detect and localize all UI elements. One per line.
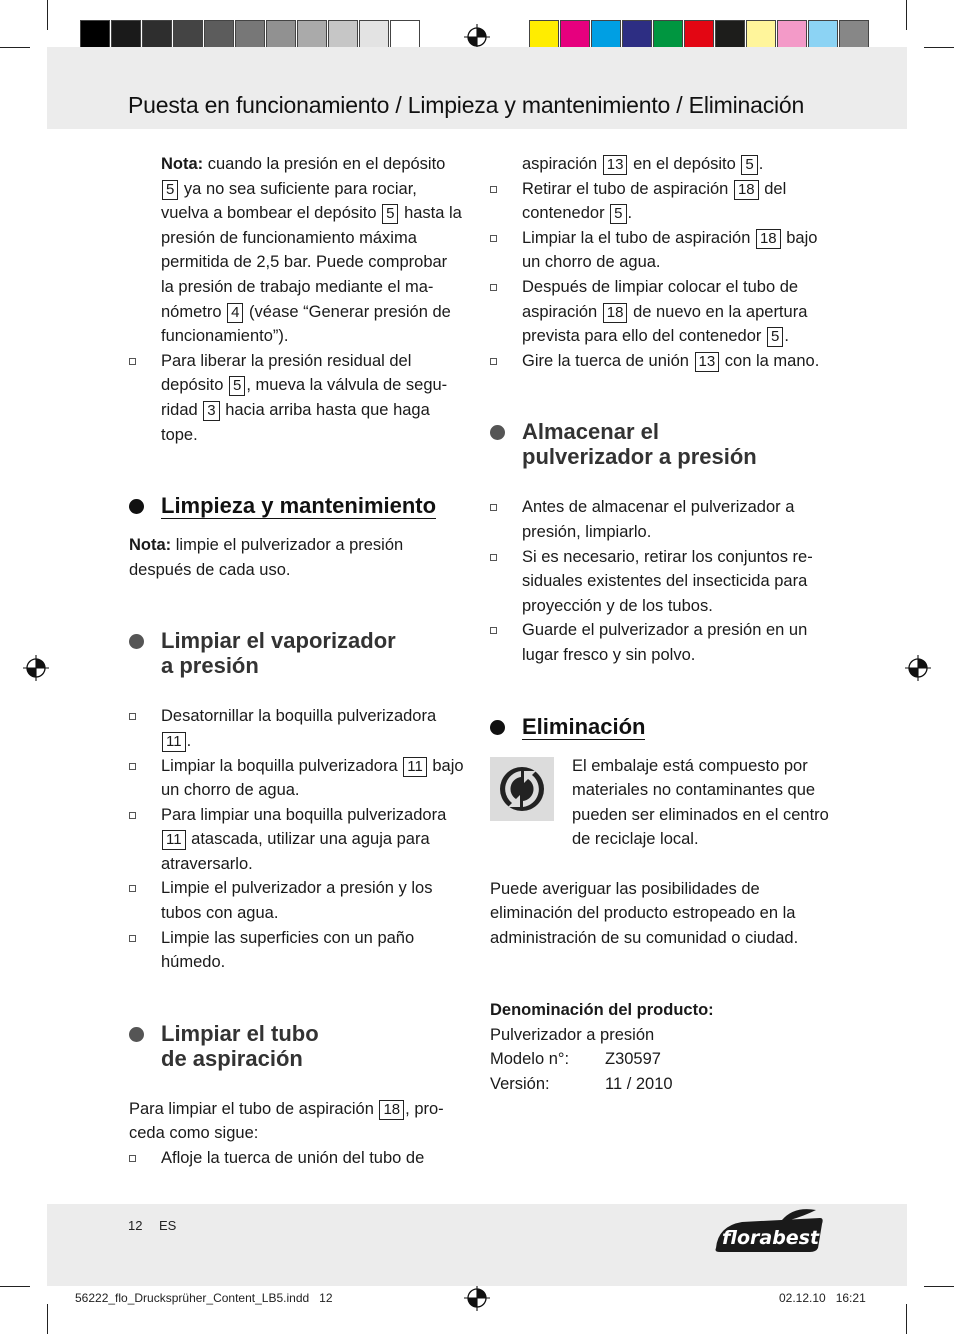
bullet-dot-icon (129, 1027, 144, 1042)
part-ref: 18 (603, 303, 628, 323)
green-dot-recycling-icon (490, 757, 554, 821)
part-ref: 18 (379, 1100, 404, 1120)
checkbox-bullet-icon (490, 284, 497, 291)
tube-cleaning-list (490, 177, 830, 374)
brand-wordmark: florabest (722, 1227, 820, 1249)
registration-mark-icon (23, 655, 49, 681)
storage-list (490, 495, 830, 667)
part-ref: 13 (603, 155, 628, 175)
list-item: Afloje la tuerca de unión del tubo de (129, 1146, 464, 1171)
checkbox-bullet-icon (490, 627, 497, 634)
list-item: Gire la tuerca de unión 13 con la mano. (490, 349, 830, 374)
packaging-block: El embalaje está compuesto por materiales no contaminantes que pueden ser eliminados en el centro de reciclaje local. (490, 755, 830, 853)
part-ref: 13 (695, 352, 720, 372)
checkbox-bullet-icon (129, 763, 136, 770)
part-ref: 3 (203, 401, 219, 421)
note-cleaning: Nota: limpie el pulverizador a presión después de cada uso. (129, 536, 404, 579)
bullet-dot-icon (490, 425, 505, 440)
right-column (490, 152, 830, 1097)
heading-disposal: Eliminación (490, 714, 830, 739)
checkbox-bullet-icon (129, 1155, 136, 1162)
part-ref: 18 (756, 229, 781, 249)
list-item: Antes de almacenar el pulverizador a presión, limpiarlo. (490, 495, 830, 544)
crop-mark (924, 1286, 954, 1287)
list-item: Desatornillar la boquilla pulverizadora 11 . (129, 704, 464, 753)
crop-mark (47, 1304, 48, 1334)
green-dot-box (490, 757, 554, 821)
florabest-logo (712, 1208, 826, 1252)
sprayer-cleaning-list (129, 704, 464, 975)
heading-cleaning: Limpieza y mantenimiento (129, 493, 464, 518)
part-ref: 5 (162, 180, 178, 200)
left-column (129, 152, 464, 1171)
checkbox-bullet-icon (129, 885, 136, 892)
checkbox-bullet-icon (490, 504, 497, 511)
part-ref: 5 (610, 204, 626, 224)
checkbox-bullet-icon (129, 713, 136, 720)
list-item: Guarde el pulverizador a presión en un lugar fresco y sin polvo. (490, 618, 830, 667)
page-number: 12 (128, 1218, 143, 1233)
checkbox-bullet-icon (129, 812, 136, 819)
bullet-dot-icon (129, 634, 144, 649)
registration-mark-icon (905, 655, 931, 681)
part-ref: 5 (382, 204, 398, 224)
tube-continued: aspiración 13 en el depósito 5 . (522, 155, 764, 173)
crop-mark (0, 1286, 30, 1287)
list-item: Para limpiar una boquilla pulverizadora 11 atascada, utilizar una aguja para atraversarlo. (129, 803, 464, 877)
part-ref: 5 (229, 376, 245, 396)
product-info: Denominación del producto: Pulverizador a presión Modelo n°: Z30597 Versión: 11 / 2010 (490, 1001, 714, 1094)
list-item: Si es necesario, retirar los conjuntos re-siduales existentes del insecticida para proyección y de los tubos. (490, 545, 830, 619)
list-item: Retirar el tubo de aspiración 18 del contenedor 5 . (490, 177, 830, 226)
registration-mark-icon (464, 1285, 490, 1311)
note-pressure: Nota: cuando la presión en el depósito 5 ya no sea suficiente para rociar, vuelva a bombear el depósito 5 hasta la presión de funcionamiento máxima permitida de 2,5 bar. Puede comprobar la presión de trabajo mediante el ma-nómetro 4 (véase “Generar presión de funcionamiento”). (161, 155, 462, 346)
bullet-dot-icon (490, 720, 505, 735)
bullet-dot-icon (129, 499, 144, 514)
checkbox-bullet-icon (129, 935, 136, 942)
checkbox-bullet-icon (490, 235, 497, 242)
list-item: Para liberar la presión residual del depósito 5 , mueva la válvula de segu-ridad 3 hacia arriba hasta que haga tope. (129, 349, 464, 447)
crop-mark (906, 1304, 907, 1334)
checkbox-bullet-icon (490, 186, 497, 193)
file-info: 56222_flo_Drucksprüher_Content_LB5.indd 12 (75, 1291, 333, 1305)
checkbox-bullet-icon (490, 554, 497, 561)
list-item: Después de limpiar colocar el tubo de aspiración 18 de nuevo en la apertura prevista para ello del contenedor 5 . (490, 275, 830, 349)
checkbox-bullet-icon (129, 358, 136, 365)
crop-mark (0, 47, 30, 48)
crop-mark (906, 0, 907, 30)
list-item: Limpiar la el tubo de aspiración 18 bajo un chorro de agua. (490, 226, 830, 275)
part-ref: 11 (403, 757, 427, 777)
heading-clean-sprayer: Limpiar el vaporizador a presión (129, 628, 464, 678)
page-title: Puesta en funcionamiento / Limpieza y mantenimiento / Eliminación (128, 92, 805, 118)
checkbox-bullet-icon (490, 358, 497, 365)
part-ref: 5 (741, 155, 757, 175)
part-ref: 11 (162, 830, 186, 850)
part-ref: 18 (734, 180, 759, 200)
list-item: Limpie las superficies con un paño húmedo. (129, 926, 464, 975)
heading-store: Almacenar el pulverizador a presión (490, 419, 830, 469)
part-ref: 5 (767, 327, 783, 347)
tube-intro: Para limpiar el tubo de aspiración 18 , pro-ceda como sigue: (129, 1099, 444, 1143)
crop-mark (47, 0, 48, 30)
list-item: Limpie el pulverizador a presión y los tubos con agua. (129, 876, 464, 925)
list-item: Limpiar la boquilla pulverizadora 11 bajo un chorro de agua. (129, 754, 464, 803)
language-code: ES (159, 1218, 177, 1233)
date-info: 02.12.10 16:21 (779, 1291, 866, 1305)
crop-mark (924, 47, 954, 48)
part-ref: 11 (162, 732, 186, 752)
part-ref: 4 (227, 303, 243, 323)
heading-clean-tube: Limpiar el tubo de aspiración (129, 1021, 464, 1071)
disposal-text: Puede averiguar las posibilidades de eliminación del producto estropeado en la administración de su comunidad o ciudad. (490, 879, 799, 947)
